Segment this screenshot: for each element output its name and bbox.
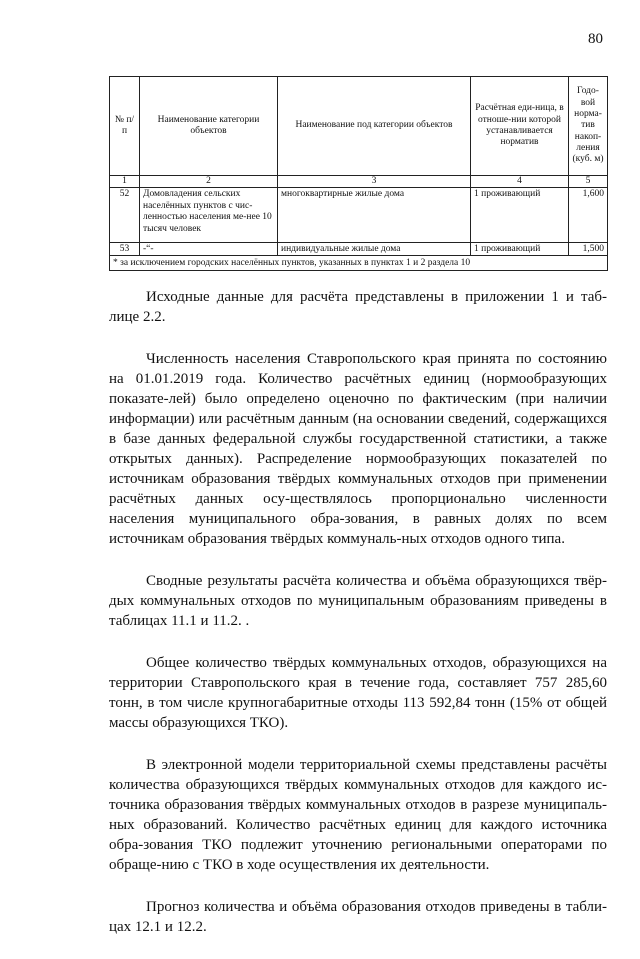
paragraph: Прогноз количества и объёма образования отходов приведены в табли-цах 12.1 и 12.2. bbox=[109, 899, 607, 935]
header-annual-norm: Годо-вой норма-тив накоп-ления (куб. м) bbox=[569, 77, 608, 176]
column-numbers-row bbox=[110, 176, 608, 188]
table-note-row bbox=[110, 256, 608, 271]
table-row bbox=[110, 188, 608, 243]
column-number: 4 bbox=[471, 176, 569, 188]
row-subcategory: многоквартирные жилые дома bbox=[278, 188, 471, 243]
paragraph: Сводные результаты расчёта количества и объёма образующихся твёр-дых коммунальных отходов по муниципальным образованиям приведены в таблицах 11.1 и 11.2. . bbox=[109, 573, 607, 629]
row-category: Домовладения сельских населённых пунктов с чис-ленностью населения ме-нее 10 тысяч человек bbox=[140, 188, 278, 243]
body-text bbox=[109, 287, 607, 959]
row-subcategory: индивидуальные жилые дома bbox=[278, 243, 471, 256]
header-number: № п/п bbox=[110, 77, 140, 176]
norms-table bbox=[109, 76, 608, 271]
table-row bbox=[110, 243, 608, 256]
header-category: Наименование категории объектов bbox=[140, 77, 278, 176]
column-number: 5 bbox=[569, 176, 608, 188]
row-value: 1,500 bbox=[569, 243, 608, 256]
header-unit: Расчётная еди-ница, в отноше-нии которой устанавливается норматив bbox=[471, 77, 569, 176]
paragraph: Общее количество твёрдых коммунальных отходов, образующихся на территории Ставропольского края в течение года, составляет 757 285,60 тонн, в том числе крупногабаритные отходы 113 592,84 тонн (15% от общей массы образующихся ТКО). bbox=[109, 655, 607, 731]
column-number: 2 bbox=[140, 176, 278, 188]
row-category: -“- bbox=[140, 243, 278, 256]
column-number: 1 bbox=[110, 176, 140, 188]
header-subcategory: Наименование под категории объектов bbox=[278, 77, 471, 176]
paragraph: Исходные данные для расчёта представлены в приложении 1 и таб-лице 2.2. bbox=[109, 289, 607, 325]
paragraph: Численность населения Ставропольского края принята по состоянию на 01.01.2019 года. Количество расчётных единиц (нормообразующих показате-лей) было определено оценочно по фактическим (при наличии информации) или расчётным данным (на основании сведений, содержащихся в базе данных федеральной службы государственной статистики, а также открытых данных). Распределение нормообразующих показателей по источникам образования твёрдых коммунальных отходов при применении расчётных данных осу-ществлялось пропорционально численности населения муниципального обра-зования, в равных долях по всем источникам образования твёрдых коммуналь-ных отходов одного типа. bbox=[109, 351, 607, 547]
row-value: 1,600 bbox=[569, 188, 608, 243]
row-number: 53 bbox=[110, 243, 140, 256]
column-number: 3 bbox=[278, 176, 471, 188]
table-header-row bbox=[110, 77, 608, 176]
paragraph: В электронной модели территориальной схемы представлены расчёты количества образующихся твёрдых коммунальных отходов для каждого ис-точника образования твёрдых коммунальных отходов в разрезе муниципаль-ных образований. Количество расчётных единиц для каждого источника обра-зования ТКО подлежит уточнению региональными операторами по обраще-нию с ТКО в ходе осуществления их деятельности. bbox=[109, 757, 607, 873]
row-unit: 1 проживающий bbox=[471, 188, 569, 243]
page-number: 80 bbox=[588, 31, 603, 47]
row-unit: 1 проживающий bbox=[471, 243, 569, 256]
table-footnote: * за исключением городских населённых пунктов, указанных в пунктах 1 и 2 раздела 10 bbox=[110, 256, 608, 271]
row-number: 52 bbox=[110, 188, 140, 243]
